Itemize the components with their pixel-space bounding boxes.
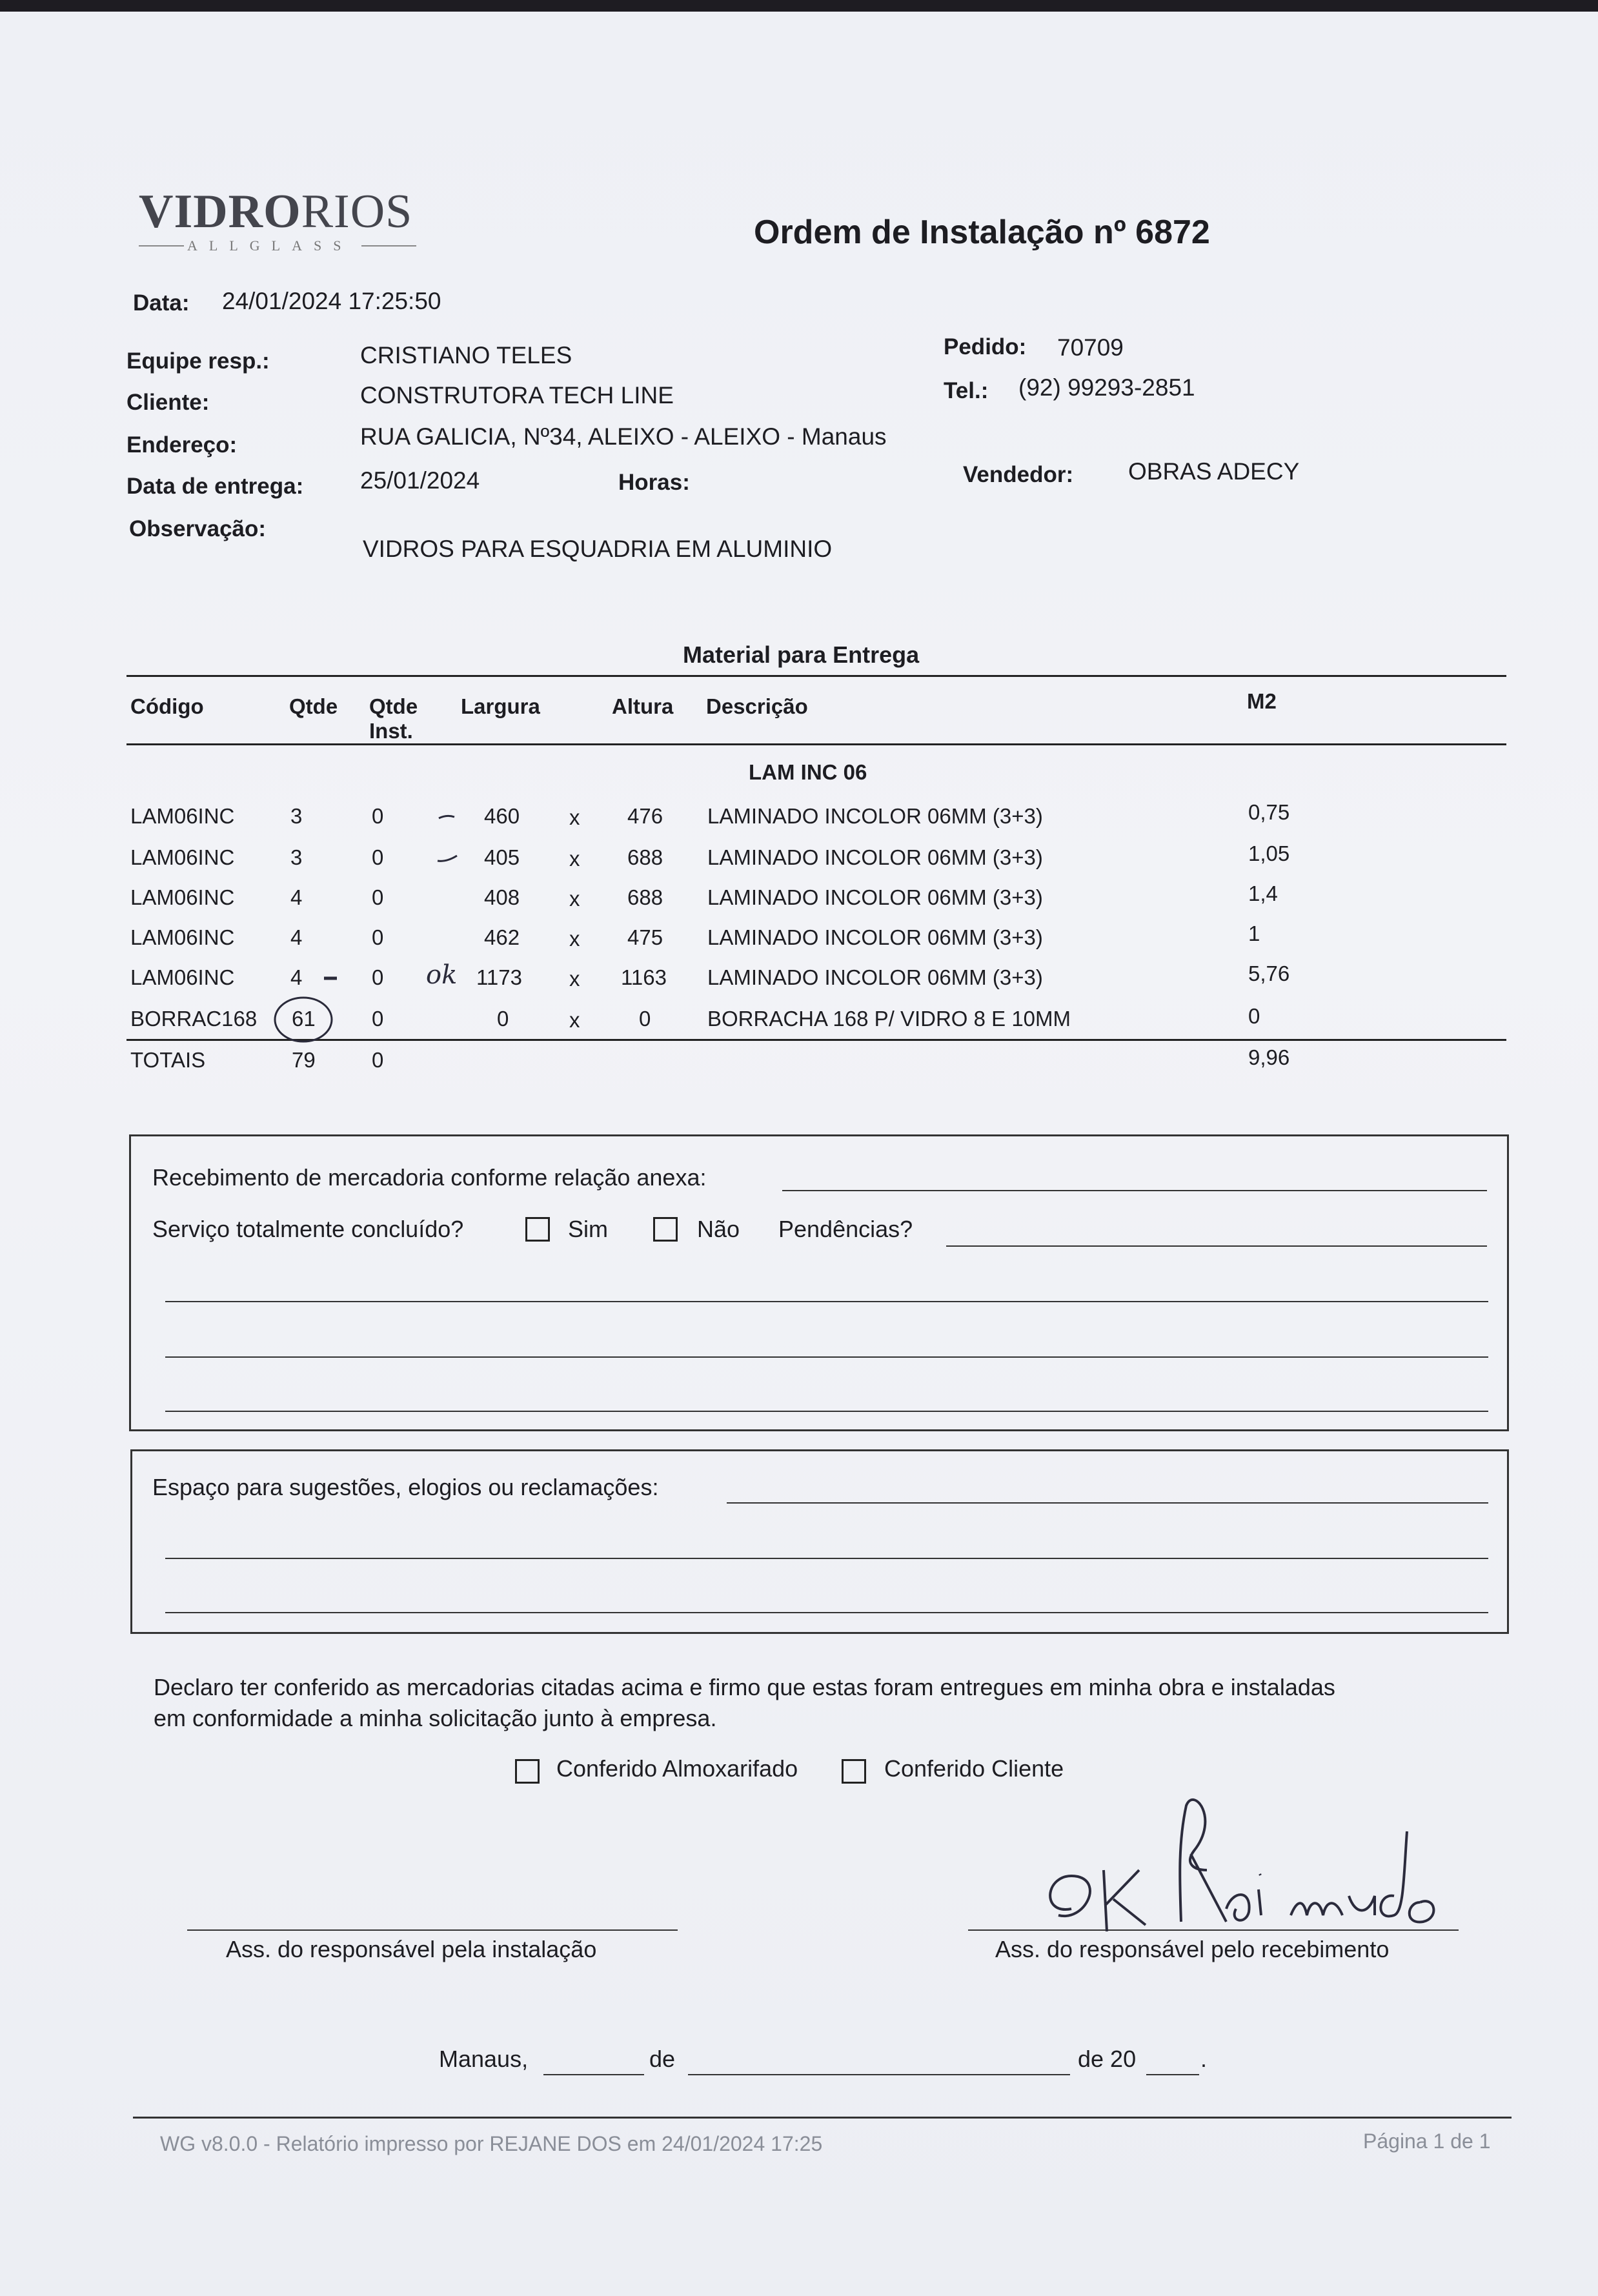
sim-checkbox[interactable]	[525, 1217, 550, 1242]
sugestoes-line[interactable]	[727, 1502, 1488, 1504]
cell-altura: 688	[627, 845, 663, 869]
conferido-cliente-label: Conferido Cliente	[884, 1755, 1064, 1782]
col-largura: Largura	[461, 694, 540, 718]
material-section-title: Material para Entrega	[683, 641, 920, 668]
cell-inst: 0	[372, 885, 384, 909]
date-de2: de 20	[1078, 2046, 1137, 2072]
date-period: .	[1200, 2046, 1208, 2072]
signature-line-installer[interactable]	[187, 1929, 678, 1931]
footer-rule	[133, 2117, 1512, 2119]
data-value: 24/01/2024 17:25:50	[222, 288, 441, 314]
totals-m2: 9,96	[1248, 1045, 1290, 1069]
table-header-rule	[126, 743, 1506, 745]
vendedor-label: Vendedor:	[963, 462, 1074, 487]
cell-qtde: 3	[290, 804, 303, 828]
box1-line[interactable]	[165, 1411, 1488, 1412]
cell-largura: 460	[484, 804, 520, 828]
cell-qtde: 4	[290, 885, 303, 909]
conferido-almoxarifado-checkbox[interactable]	[515, 1759, 540, 1784]
cell-inst: 0	[372, 804, 384, 828]
cell-altura: 476	[627, 804, 663, 828]
data-label: Data:	[133, 290, 190, 316]
totals-inst: 0	[372, 1048, 384, 1072]
handwritten-signature	[1033, 1793, 1510, 1941]
box1-line[interactable]	[165, 1356, 1488, 1358]
cell-altura: 475	[627, 925, 663, 949]
cliente-value: CONSTRUTORA TECH LINE	[360, 382, 674, 408]
servico-label: Serviço totalmente concluído?	[152, 1216, 464, 1242]
cell-largura: 0	[497, 1007, 509, 1031]
sim-label: Sim	[568, 1216, 608, 1242]
pedido-label: Pedido:	[944, 334, 1027, 359]
handwritten-marks	[258, 786, 503, 1044]
cell-inst: 0	[372, 845, 384, 869]
tel-label: Tel.:	[944, 378, 989, 403]
cell-altura: 1163	[621, 965, 667, 989]
box2-line[interactable]	[165, 1558, 1488, 1559]
conferido-almoxarifado-label: Conferido Almoxarifado	[556, 1755, 798, 1782]
equipe-value: CRISTIANO TELES	[360, 342, 572, 368]
cell-codigo: LAM06INC	[130, 845, 235, 869]
cell-codigo: BORRAC168	[130, 1007, 258, 1031]
group-label: LAM INC 06	[749, 760, 867, 784]
col-codigo: Código	[130, 694, 204, 718]
entrega-value: 25/01/2024	[360, 467, 480, 494]
cell-x: x	[569, 927, 580, 951]
tel-value: (92) 99293-2851	[1018, 374, 1195, 401]
cell-codigo: LAM06INC	[130, 965, 235, 989]
logo-subtitle: ALLGLASS	[187, 237, 353, 254]
box1-line[interactable]	[165, 1301, 1488, 1302]
recebimento-label: Recebimento de mercadoria conforme relação anexa:	[152, 1164, 707, 1191]
cell-descricao: LAMINADO INCOLOR 06MM (3+3)	[707, 885, 1043, 909]
cell-altura: 0	[639, 1007, 651, 1031]
cell-m2: 5,76	[1248, 962, 1290, 985]
cell-x: x	[569, 887, 580, 911]
endereco-label: Endereço:	[126, 432, 238, 458]
observacao-value: VIDROS PARA ESQUADRIA EM ALUMINIO	[363, 536, 833, 562]
logo-rule-left	[139, 245, 184, 247]
cell-qtde: 61	[292, 1007, 316, 1031]
cell-m2: 1,05	[1248, 841, 1290, 865]
cell-inst: 0	[372, 925, 384, 949]
col-qtde-inst-2: Inst.	[369, 719, 413, 743]
cell-largura: 408	[484, 885, 520, 909]
cell-altura: 688	[627, 885, 663, 909]
cell-largura: 462	[484, 925, 520, 949]
box2-line[interactable]	[165, 1612, 1488, 1613]
date-day-line[interactable]	[543, 2074, 644, 2075]
footer-page-number: Página 1 de 1	[1363, 2130, 1491, 2153]
observacao-label: Observação:	[129, 516, 267, 541]
totals-label: TOTAIS	[130, 1048, 206, 1072]
recebimento-line[interactable]	[782, 1190, 1487, 1191]
equipe-label: Equipe resp.:	[126, 348, 270, 374]
cell-m2: 1,4	[1248, 881, 1278, 905]
pendencias-line[interactable]	[946, 1245, 1487, 1247]
col-descricao: Descrição	[706, 694, 808, 718]
cell-largura: 405	[484, 845, 520, 869]
col-qtde: Qtde	[289, 694, 338, 718]
cell-descricao: LAMINADO INCOLOR 06MM (3+3)	[707, 804, 1043, 828]
nao-checkbox[interactable]	[653, 1217, 678, 1242]
date-month-line[interactable]	[688, 2074, 1070, 2075]
cell-qtde: 3	[290, 845, 303, 869]
vendedor-value: OBRAS ADECY	[1128, 458, 1300, 485]
cell-inst: 0	[372, 1007, 384, 1031]
cell-qtde: 4	[290, 925, 303, 949]
sugestoes-label: Espaço para sugestões, elogios ou reclamações:	[152, 1474, 659, 1500]
cell-x: x	[569, 967, 580, 991]
date-year-line[interactable]	[1146, 2074, 1199, 2075]
cell-x: x	[569, 805, 580, 829]
col-m2: M2	[1247, 689, 1277, 713]
document-page	[0, 12, 1598, 2296]
cell-codigo: LAM06INC	[130, 804, 235, 828]
cliente-label: Cliente:	[126, 390, 210, 415]
cell-largura: 1173	[476, 965, 522, 989]
cell-inst: 0	[372, 965, 384, 989]
logo-rule-right	[361, 245, 416, 247]
signature-label-installer: Ass. do responsável pela instalação	[226, 1936, 597, 1962]
endereco-value: RUA GALICIA, Nº34, ALEIXO - ALEIXO - Manaus	[360, 423, 887, 450]
cell-descricao: LAMINADO INCOLOR 06MM (3+3)	[707, 845, 1043, 869]
document-title: Ordem de Instalação nº 6872	[754, 214, 1210, 251]
declaration-line1: Declaro ter conferido as mercadorias citadas acima e firmo que estas foram entregues em minha obra e instaladas	[154, 1674, 1335, 1700]
pedido-value: 70709	[1057, 334, 1124, 361]
date-de1: de	[649, 2046, 676, 2072]
cell-x: x	[569, 1008, 580, 1032]
cell-x: x	[569, 847, 580, 871]
table-top-rule	[126, 675, 1506, 677]
signature-label-receiver: Ass. do responsável pelo recebimento	[995, 1936, 1390, 1962]
cell-codigo: LAM06INC	[130, 885, 235, 909]
cell-descricao: LAMINADO INCOLOR 06MM (3+3)	[707, 925, 1043, 949]
handwritten-ok: ok	[426, 960, 458, 990]
cell-descricao: LAMINADO INCOLOR 06MM (3+3)	[707, 965, 1043, 989]
entrega-label: Data de entrega:	[126, 474, 304, 499]
cell-m2: 0	[1248, 1004, 1260, 1028]
cell-descricao: BORRACHA 168 P/ VIDRO 8 E 10MM	[707, 1007, 1071, 1031]
cell-qtde: 4	[290, 965, 303, 989]
cell-m2: 1	[1248, 921, 1260, 945]
horas-label: Horas:	[618, 470, 690, 495]
date-city: Manaus,	[439, 2046, 529, 2072]
declaration-line2: em conformidade a minha solicitação junto à empresa.	[154, 1705, 717, 1731]
col-qtde-inst: Qtde	[369, 694, 418, 718]
totals-qtde: 79	[292, 1048, 316, 1072]
nao-label: Não	[697, 1216, 740, 1242]
pendencias-label: Pendências?	[778, 1216, 913, 1242]
cell-m2: 0,75	[1248, 800, 1290, 824]
cell-codigo: LAM06INC	[130, 925, 235, 949]
conferido-cliente-checkbox[interactable]	[842, 1759, 866, 1784]
company-logo: VIDRORIOS	[139, 185, 413, 238]
col-altura: Altura	[612, 694, 674, 718]
footer-printed-by: WG v8.0.0 - Relatório impresso por REJANE DOS em 24/01/2024 17:25	[160, 2132, 823, 2155]
